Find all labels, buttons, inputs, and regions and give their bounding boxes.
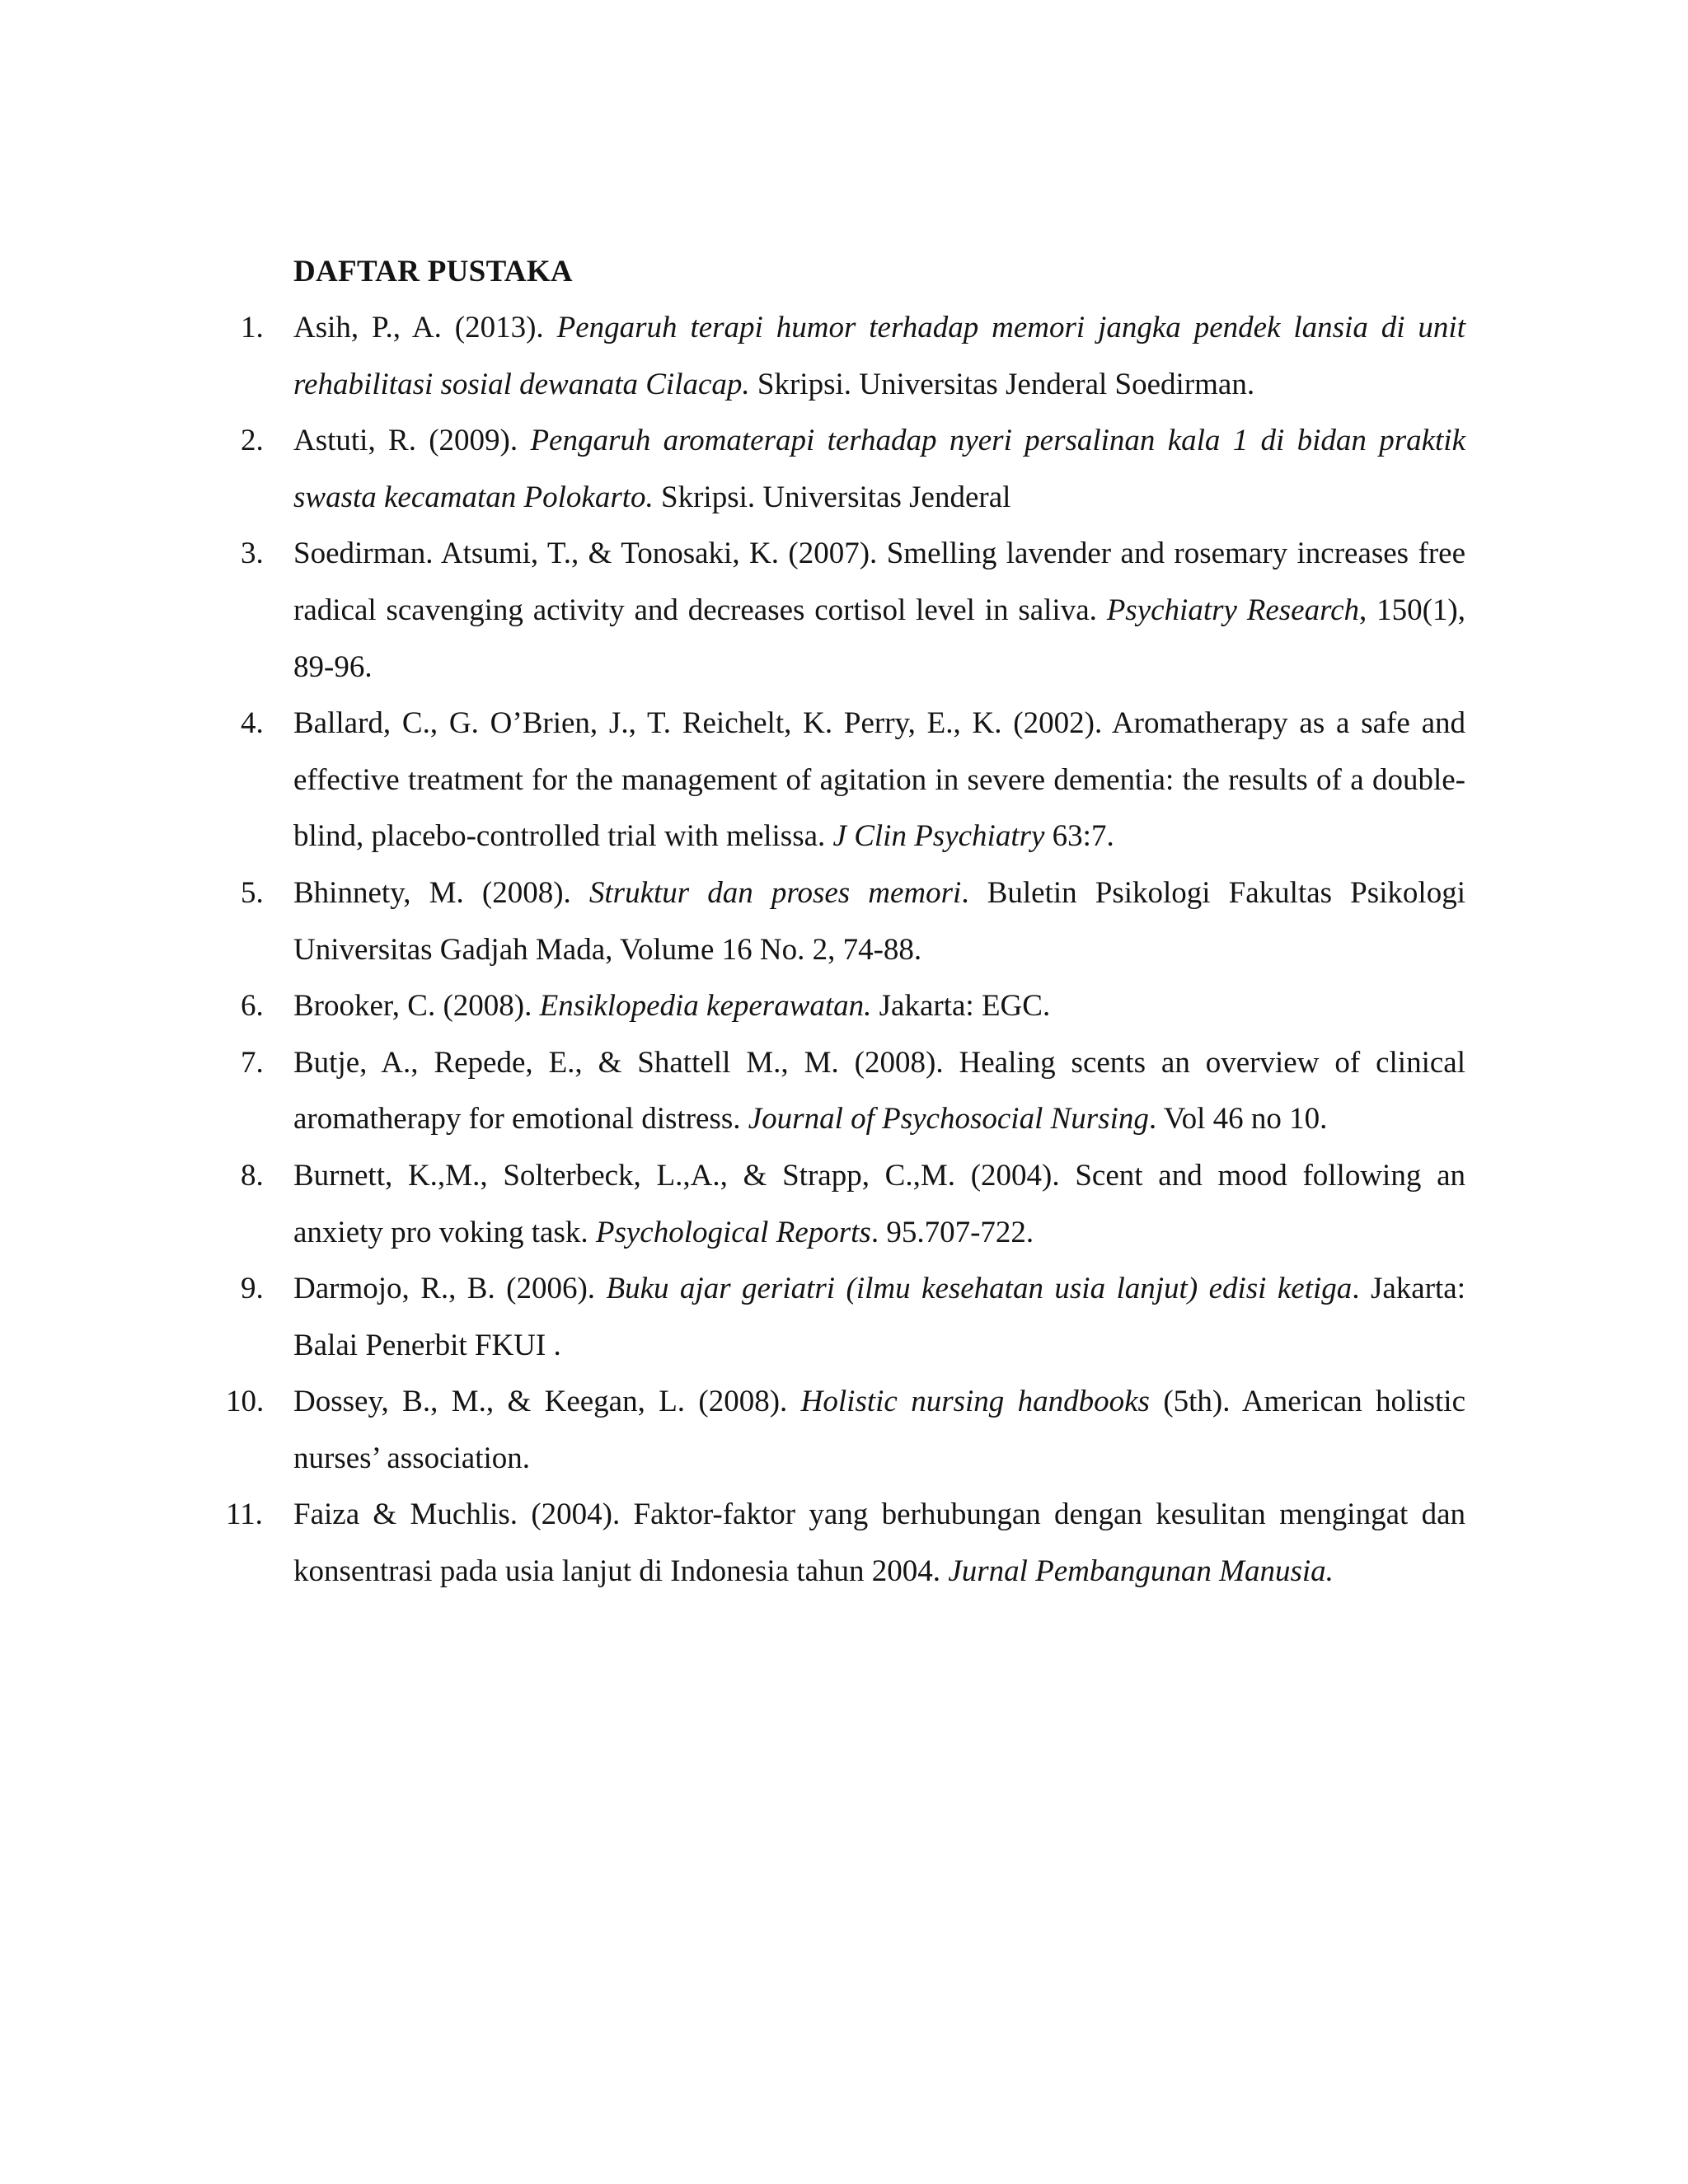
- reference-title-italic: Ensiklopedia keperawatan.: [539, 989, 872, 1024]
- reference-text: Jakarta: EGC.: [871, 989, 1051, 1024]
- reference-item: [0, 1487, 1465, 1600]
- reference-item: [0, 300, 1465, 413]
- reference-text: . 95.707-722.: [870, 1215, 1034, 1249]
- reference-number: 6.: [241, 989, 264, 1024]
- reference-text: . Jakarta: Balai Penerbit FKUI .: [293, 1272, 1465, 1362]
- reference-text: (5th). American holistic nurses’ association.: [293, 1385, 1465, 1475]
- reference-number: 5.: [241, 875, 264, 910]
- reference-text: Bhinnety, M. (2008).: [293, 875, 589, 910]
- reference-item: [0, 696, 1465, 865]
- reference-title-italic: Jurnal Pembangunan Manusia.: [948, 1554, 1334, 1589]
- reference-title-italic: J Clin Psychiatry: [832, 819, 1045, 854]
- reference-item: [0, 865, 1465, 978]
- reference-title-italic: Buku ajar geriatri (ilmu kesehatan usia lanjut) edisi ketiga: [606, 1272, 1353, 1306]
- reference-number: 1.: [241, 311, 264, 344]
- reference-item: [0, 1148, 1465, 1261]
- reference-text: 63:7.: [1044, 819, 1114, 854]
- reference-item: [0, 978, 1465, 1035]
- reference-title-italic: Pengaruh terapi humor terhadap memori jangka pendek lansia di unit rehabilitasi sosial dewanata Cilacap.: [293, 311, 1465, 401]
- reference-item: [0, 1261, 1465, 1374]
- reference-text: Asih, P., A. (2013).: [293, 311, 557, 344]
- reference-text: Soedirman. Atsumi, T., & Tonosaki, K. (2007). Smelling lavender and rosemary increases free radical scavenging activity and decreases cortisol level in saliva.: [293, 537, 1465, 627]
- reference-title-italic: Psychological Reports: [595, 1215, 871, 1249]
- reference-text: Burnett, K.,M., Solterbeck, L.,A., & Strapp, C.,M. (2004). Scent and mood following an anxiety pro voking task.: [293, 1158, 1465, 1249]
- reference-item: [0, 1374, 1465, 1487]
- reference-item: [0, 1035, 1465, 1148]
- reference-item: [0, 526, 1465, 696]
- reference-number: 11.: [226, 1497, 263, 1532]
- page-title: DAFTAR PUSTAKA: [293, 255, 573, 288]
- reference-number: 3.: [241, 537, 264, 571]
- reference-text: Butje, A., Repede, E., & Shattell M., M. (2008). Healing scents an overview of clinical aromatherapy for emotional distress.: [293, 1045, 1465, 1137]
- reference-text: . Vol 46 no 10.: [1148, 1102, 1328, 1137]
- reference-text: Dossey, B., M., & Keegan, L. (2008).: [293, 1385, 801, 1419]
- reference-text: Astuti, R. (2009).: [293, 424, 531, 458]
- reference-list: [0, 300, 1688, 1601]
- reference-text: Darmojo, R., B. (2006).: [293, 1272, 607, 1306]
- reference-number: 9.: [241, 1272, 264, 1306]
- reference-number: 4.: [241, 706, 264, 741]
- reference-number: 7.: [241, 1045, 264, 1080]
- reference-item: [0, 413, 1465, 526]
- reference-title-italic: Journal of Psychosocial Nursing: [748, 1102, 1149, 1137]
- reference-title-italic: Pengaruh aromaterapi terhadap nyeri persalinan kala 1 di bidan praktik swasta kecamatan Polokarto.: [293, 424, 1465, 514]
- reference-title-italic: Psychiatry Research: [1106, 593, 1360, 627]
- reference-text: Skripsi. Universitas Jenderal: [653, 480, 1011, 514]
- reference-text: Brooker, C. (2008).: [293, 989, 540, 1024]
- reference-title-italic: Struktur dan proses memori: [588, 875, 962, 910]
- reference-number: 10.: [226, 1385, 265, 1419]
- reference-text: Skripsi. Universitas Jenderal Soedirman.: [749, 367, 1255, 401]
- reference-text: Faiza & Muchlis. (2004). Faktor-faktor yang berhubungan dengan kesulitan mengingat dan konsentrasi pada usia lanjut di Indonesia tahun 2004.: [293, 1497, 1465, 1589]
- reference-text: Ballard, C., G. O’Brien, J., T. Reichelt, K. Perry, E., K. (2002). Aromatherapy as a safe and effective treatment for the management of agitation in severe dementia: the results of a double-blind, placebo-controlled trial with melissa.: [293, 706, 1465, 854]
- reference-title-italic: Holistic nursing handbooks: [800, 1385, 1150, 1419]
- reference-number: 8.: [241, 1158, 264, 1193]
- reference-number: 2.: [241, 424, 264, 458]
- reference-text: . Buletin Psikologi Fakultas Psikologi Universitas Gadjah Mada, Volume 16 No. 2, 74-88.: [293, 875, 1465, 967]
- reference-text: , 150(1), 89-96.: [293, 593, 1465, 684]
